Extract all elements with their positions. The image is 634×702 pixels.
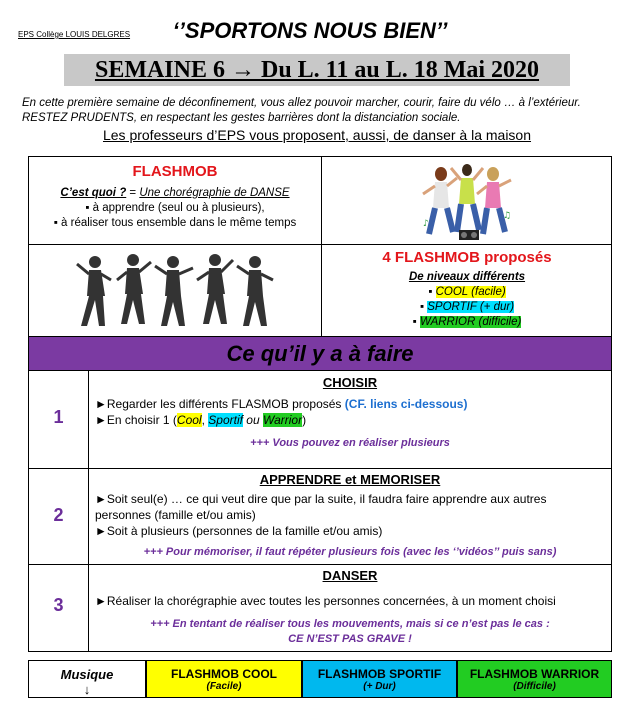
bullet-sportif: ▪ [419,301,428,313]
flashmob-sportif-title: FLASHMOB SPORTIF [317,667,442,681]
step-1-line-1-text: ►Regarder les différents FLASMOB proposés [95,397,345,411]
proposed-title: 4 FLASHMOB proposés [382,249,552,266]
step-1-note: +++ Vous pouvez en réaliser plusieurs [250,437,450,449]
step-3-title: DANSER [322,568,378,583]
flashmob-question [29,186,321,201]
bullet-cool: ▪ [428,286,436,298]
bullet-warrior: ▪ [412,316,420,328]
step-1-close: ) [302,413,307,427]
step-2-number: 2 [53,505,64,525]
music-links-row [28,660,612,698]
flashmob-warrior-title: FLASHMOB WARRIOR [469,667,600,681]
step-2-title: APPRENDRE et MEMORISER [259,472,441,487]
step-1-comma: , [201,413,209,427]
step-3-number-cell [29,565,89,651]
music-label: Musique [60,667,114,682]
level-cool-label: COOL (facile) [435,286,506,298]
question-equals: = [126,187,140,199]
page-title: ‘’SPORTONS NOUS BIEN’’ [172,18,448,43]
step-2-number-cell [29,469,89,565]
flashmob-title: FLASHMOB [132,163,218,180]
level-sportif [322,300,612,315]
step-3-note-1: +++ En tentant de réaliser tous les mouvements, mais si ce n’est pas le cas : [150,618,550,630]
step-2-line-1: ►Soit seul(e) … ce qui veut dire que par la suite, il faudra faire apprendre aux autres personnes (famille et/ou amis) [95,492,547,522]
week-banner: SEMAINE 6 → Du L. 11 au L. 18 Mai 2020 [64,54,570,86]
flashmob-sportif-level: (+ Dur) [363,681,396,692]
level-warrior [322,315,612,330]
step-2-note: +++ Pour mémoriser, il faut répéter plusieurs fois (avec les ‘’vidéos’’ puis sans) [143,546,557,558]
step-1-choose-text: ►En choisir 1 ( [95,413,177,427]
step-3-number: 3 [53,595,64,615]
definition-bullet-1: ▪ à apprendre (seul ou à plusieurs), [85,202,265,214]
level-warrior-label: WARRIOR (difficile) [419,316,522,328]
intro-subtitle: Les professeurs d’EPS vous proposent, aussi, de danser à la maison [102,127,532,143]
definition-bullet-2: ▪ à réaliser tous ensemble dans le même temps [53,217,297,229]
question-definition: Une chorégraphie de DANSE [139,187,290,199]
step-1-warrior: Warrior [262,413,303,427]
todo-header: Ce qu’il y a à faire [29,337,611,371]
step-1-title: CHOISIR [322,375,378,390]
step-1-sportif: Sportif [208,413,243,427]
intro-text: En cette première semaine de déconfinement, vous allez pouvoir marcher, courir, faire du vélo … à l’extérieur. RESTEZ PRUDENTS, en respectant les gestes barrières dont la distanciation sociale. [22,97,581,124]
svg-text:♪: ♪ [423,219,429,229]
proposed-subtitle: De niveaux différents [408,271,526,283]
content-table [28,156,612,652]
flashmob-cool-level: (Facile) [206,681,242,692]
question-label: C’est quoi ? [60,187,127,199]
step-1-number-cell [29,371,89,469]
step-1-cool: Cool [176,413,202,427]
silhouettes-cell [29,245,322,337]
dancers-illustration-cell [322,157,612,245]
step-1-or: ou [242,413,263,427]
level-sportif-label: SPORTIF (+ dur) [427,301,515,313]
step-2-content [89,469,611,565]
step-1-number: 1 [53,407,64,427]
step-3-content [89,565,611,651]
down-arrow-icon: ↓ [83,682,91,697]
step-2-line-2: ►Soit à plusieurs (personnes de la famille et/ou amis) [95,524,383,538]
step-3-line-1: ►Réaliser la chorégraphie avec toutes les personnes concernées, à un moment choisi [95,594,556,608]
dancer-silhouettes-illustration [75,250,275,332]
school-label: EPS Collège LOUIS DELGRES [18,30,131,39]
level-cool [322,285,612,300]
flashmob-warrior-link[interactable] [457,660,612,698]
flashmob-cool-link[interactable] [146,660,302,698]
proposed-cell [322,245,612,337]
svg-text:♫: ♫ [503,211,512,221]
music-cell [28,660,146,698]
step-1-line-1 [95,396,605,412]
step-1-line-2 [95,412,605,428]
step-1-content [89,371,611,469]
dancers-illustration [417,160,517,242]
flashmob-warrior-level: (Difficile) [513,681,556,692]
flashmob-definition-cell [29,157,322,245]
step-3-note-2: CE N’EST PAS GRAVE ! [288,633,412,645]
flashmob-sportif-link[interactable] [302,660,457,698]
step-1-links-ref: (CF. liens ci-dessous) [344,397,468,411]
flashmob-cool-title: FLASHMOB COOL [171,667,277,681]
